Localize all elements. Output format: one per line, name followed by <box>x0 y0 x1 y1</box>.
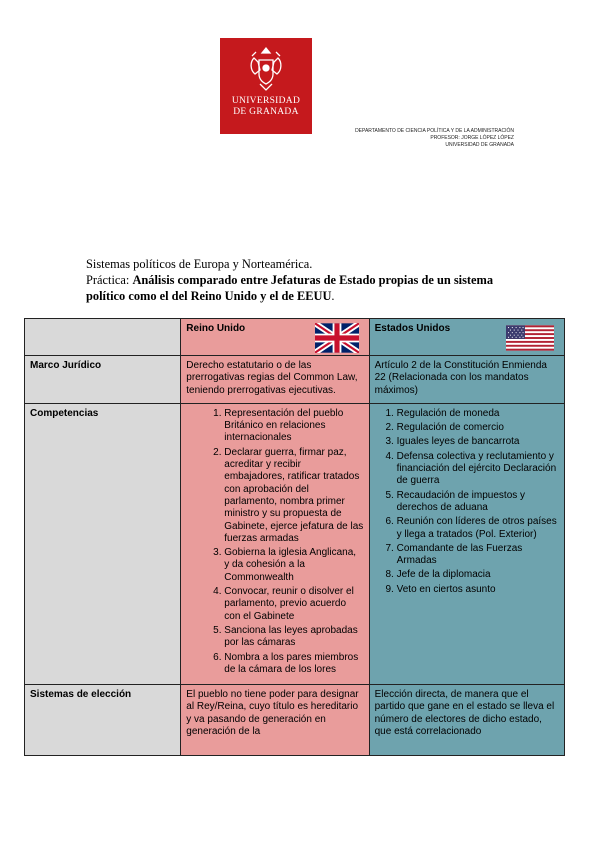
uk-competencias-list <box>186 408 363 676</box>
intro-block <box>86 256 526 304</box>
list-item: 8. Jefe de la diplomacia <box>397 569 559 581</box>
professor-line: PROFESOR: JORGE LÓPEZ LÓPEZ <box>430 135 514 141</box>
table-header-row <box>25 319 565 356</box>
comparison-table <box>24 318 565 756</box>
uk-competencias <box>181 403 369 684</box>
uk-marco-juridico: Derecho estatutario o de las prerrogativas regias del Common Law, teniendo prerrogativas ejecutivas. <box>181 356 369 404</box>
row-label-competencias: Competencias <box>25 403 181 684</box>
header-empty-cell <box>25 319 181 356</box>
list-item: 6. Reunión con líderes de otros países y llega a tratados (Pol. Exterior) <box>397 516 559 541</box>
list-item: 1. Regulación de moneda <box>397 408 559 420</box>
uk-flag-icon <box>315 323 359 353</box>
university-line: UNIVERSIDAD DE GRANADA <box>445 142 514 148</box>
list-item: 2. Regulación de comercio <box>397 422 559 434</box>
practice-label: Práctica: <box>86 273 133 287</box>
table-row <box>25 685 565 756</box>
header-us-cell <box>369 319 564 356</box>
list-item: 3. Iguales leyes de bancarrota <box>397 436 559 448</box>
list-item: 3. Gobierna la iglesia Anglicana, y da cohesión a la Commonwealth <box>224 547 363 584</box>
university-logo <box>220 38 312 134</box>
coat-of-arms-icon <box>246 44 286 94</box>
uk-sistemas-eleccion: El pueblo no tiene poder para designar al Rey/Reina, cuyo título es hereditario y va pasando de generación en generación de la <box>181 685 369 756</box>
list-item: 9. Veto en ciertos asunto <box>397 584 559 596</box>
practice-title: Práctica: Análisis comparado entre Jefaturas de Estado propias de un sistema político como el del Reino Unido y el de EEUU. <box>86 273 494 303</box>
university-name: UNIVERSIDAD DE GRANADA <box>231 96 301 117</box>
row-label-sistemas-eleccion: Sistemas de elección <box>25 685 181 756</box>
us-competencias-list <box>375 408 559 596</box>
list-item: 4. Convocar, reunir o disolver el parlamento, previo acuerdo con el Gabinete <box>224 586 363 623</box>
header-us-label: Estados Unidos <box>374 323 451 334</box>
us-sistemas-eleccion: Elección directa, de manera que el partido que gane en el estado se lleva el número de electores de dicho estado, que está correlacionado <box>369 685 564 756</box>
row-label-marco-juridico: Marco Jurídico <box>25 356 181 404</box>
list-item: 2. Declarar guerra, firmar paz, acreditar y recibir embajadores, ratificar tratados con aprobación del parlamento, nombra primer ministro y su propuesta de Gabinete, ejerce jefatura de las fuerzas armadas <box>224 447 363 545</box>
practice-heading: Análisis comparado entre Jefaturas de Estado propias de un sistema político como el del Reino Unido y el de EEUU <box>86 273 494 303</box>
table-row <box>25 356 565 404</box>
department-line: DEPARTAMENTO DE CIENCIA POLÍTICA Y DE LA ADMINISTRACIÓN <box>355 128 514 134</box>
list-item: 7. Comandante de las Fuerzas Armadas <box>397 543 559 568</box>
list-item: 6. Nombra a los pares miembros de la cámara de los lores <box>224 652 363 677</box>
table-row <box>25 403 565 684</box>
header-uk-label: Reino Unido <box>186 323 246 334</box>
department-info <box>355 128 514 149</box>
list-item: 5. Recaudación de impuestos y derechos de aduana <box>397 490 559 515</box>
us-marco-juridico: Artículo 2 de la Constitución Enmienda 22 (Relacionada con los mandatos máximos) <box>369 356 564 404</box>
header-uk-cell <box>181 319 369 356</box>
us-competencias <box>369 403 564 684</box>
us-flag-icon <box>506 323 554 353</box>
list-item: 4. Defensa colectiva y reclutamiento y financiación del ejército Declaración de guerra <box>397 451 559 488</box>
list-item: 5. Sanciona las leyes aprobadas por las cámaras <box>224 625 363 650</box>
course-title: Sistemas políticos de Europa y Norteamérica. <box>86 257 313 271</box>
list-item: 1. Representación del pueblo Británico en relaciones internacionales <box>224 408 363 445</box>
